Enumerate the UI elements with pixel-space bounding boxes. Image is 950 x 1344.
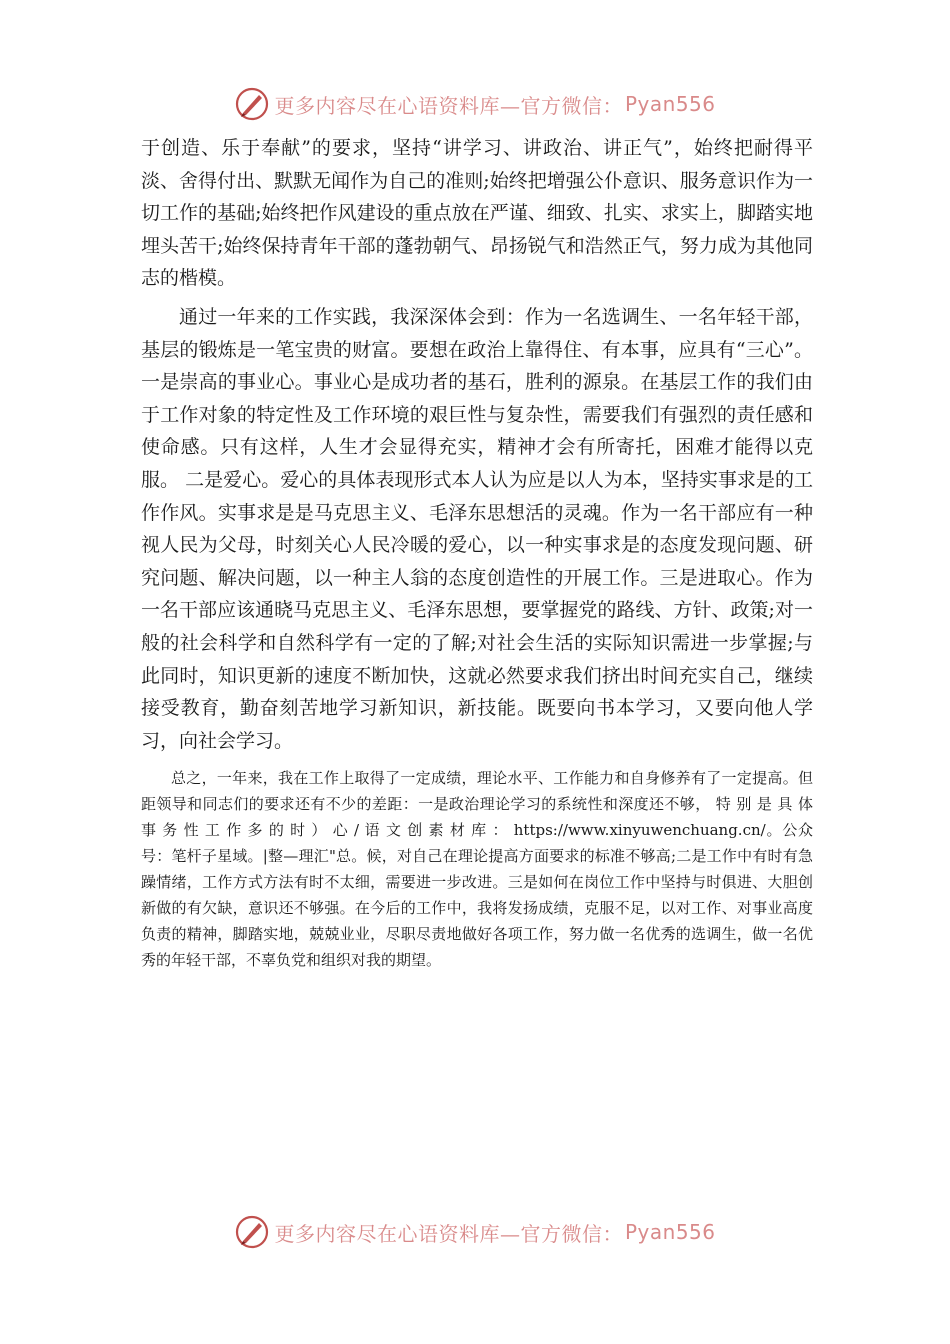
footer-wechat-id: Pyan556 [624,1220,716,1244]
paragraph-3: 总之，一年来，我在工作上取得了一定成绩，理论水平、工作能力和自身修养有了一定提高。但距领导和同志们的要求还有不少的差距：一是政治理论学习的系统性和深度还不够， 特 别 是 具 体 事 务 性 工 作 多 的 时 ） 心 / 语 文 创 素 材 库 ： https://www.xinyuwenchuang.cn/。公众号：笔杆子星域。|整—理汇"总。候，对自己在理论提高方面要求的标准不够高;二是工作中有时有急躁情绪，工作方式方法有时不太细，需要进一步改进。三是如何在岗位工作中坚持与时俱进、大胆创新做的有欠缺，意识还不够强。在今后的工作中，我将发扬成绩，克服不足，以对工作、对事业高度负责的精神，脚踏实地，兢兢业业，尽职尽责地做好各项工作，努力做一名优秀的选调生，做一名优秀的年轻干部，不辜负党和组织对我的期望。 [141,769,813,970]
footer-brand-text: 更多内容尽在心语资料库—官方微信： [274,1221,623,1246]
document-body [141,132,813,973]
pen-logo-icon [234,86,270,122]
header-wechat-id: Pyan556 [624,92,716,116]
header-banner [0,84,950,124]
footer-banner [0,1212,950,1252]
pen-logo-icon [234,1214,270,1250]
paragraph-2: 通过一年来的工作实践，我深深体会到：作为一名选调生、一名年轻干部，基层的锻炼是一笔宝贵的财富。要想在政治上靠得住、有本事，应具有“三心”。一是崇高的事业心。事业心是成功者的基石，胜利的源泉。在基层工作的我们由于工作对象的特定性及工作环境的艰巨性与复杂性，需要我们有强烈的责任感和使命感。只有这样，人生才会显得充实，精神才会有所寄托，困难才能得以克服。 二是爱心。爱心的具体表现形式本人认为应是以人为本，坚持实事求是的工作作风。实事求是是马克思主义、毛泽东思想活的灵魂。作为一名干部应有一种视人民为父母，时刻关心人民冷暖的爱心，以一种实事求是的态度发现问题、研究问题、解决问题，以一种主人翁的态度创造性的开展工作。三是进取心。作为一名干部应该通晓马克思主义、毛泽东思想，要掌握党的路线、方针、政策;对一般的社会科学和自然科学有一定的了解;对社会生活的实际知识需进一步掌握;与此同时，知识更新的速度不断加快，这就必然要求我们挤出时间充实自己，继续接受教育，勤奋刻苦地学习新知识，新技能。既要向书本学习，又要向他人学习，向社会学习。 [141,305,813,752]
paragraph-1: 于创造、乐于奉献”的要求，坚持“讲学习、讲政治、讲正气”，始终把耐得平淡、舍得付出、默默无闻作为自己的准则;始终把增强公仆意识、服务意识作为一切工作的基础;始终把作风建设的重点放在严谨、细致、扎实、求实上，脚踏实地埋头苦干;始终保持青年干部的蓬勃朝气、昂扬锐气和浩然正气，努力成为其他同志的楷模。 [141,137,813,290]
header-brand-text: 更多内容尽在心语资料库—官方微信： [274,93,623,118]
